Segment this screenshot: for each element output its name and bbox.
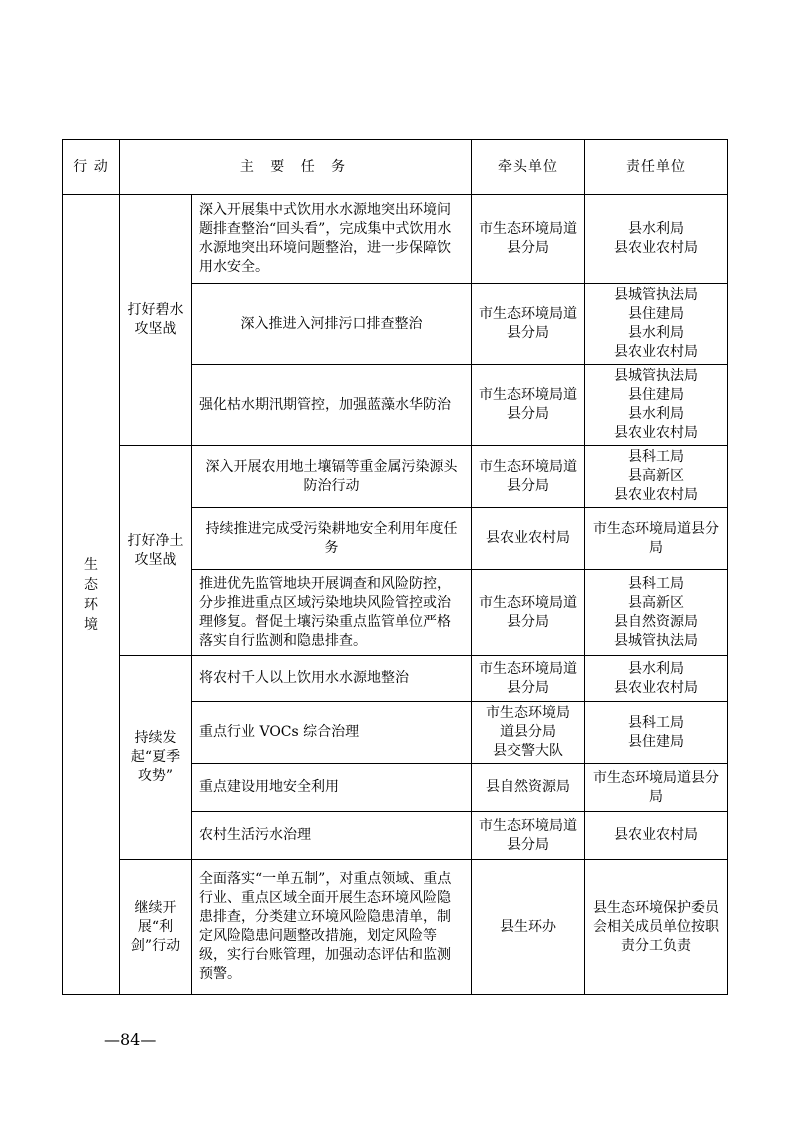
domain-label: 生态环境 — [84, 556, 98, 633]
resp-cell: 县科工局 县高新区 县自然资源局 县城管执法局 — [585, 570, 728, 656]
task-cell: 重点建设用地安全利用 — [192, 764, 472, 812]
resp-cell: 县科工局 县住建局 — [585, 702, 728, 764]
task-cell: 将农村千人以上饮用水水源地整治 — [192, 656, 472, 702]
task-cell: 深入开展集中式饮用水水源地突出环境问题排查整治“回头看”，完成集中式饮用水水源地突出环境问题整治，进一步保障饮用水安全。 — [192, 195, 472, 284]
table-row — [63, 195, 728, 284]
resp-cell: 县水利局 县农业农村局 — [585, 656, 728, 702]
group-name: 打好净土攻坚战 — [120, 446, 192, 656]
task-cell: 深入推进入河排污口排查整治 — [192, 284, 472, 365]
table-header-row — [63, 140, 728, 195]
lead-cell: 市生态环境局道县分局 — [472, 446, 585, 508]
table-row — [63, 446, 728, 508]
group-name: 打好碧水攻坚战 — [120, 195, 192, 446]
task-table — [62, 139, 728, 995]
lead-cell: 县自然资源局 — [472, 764, 585, 812]
resp-cell: 县生态环境保护委员会相关成员单位按职责分工负责 — [585, 860, 728, 995]
lead-cell: 市生态环境局道县分局 — [472, 284, 585, 365]
task-cell: 深入开展农用地土壤镉等重金属污染源头防治行动 — [192, 446, 472, 508]
page-number: —84— — [104, 1030, 157, 1049]
header-responsible-unit: 责任单位 — [585, 140, 728, 195]
lead-cell: 市生态环境局 道县分局 县交警大队 — [472, 702, 585, 764]
lead-cell: 市生态环境局道县分局 — [472, 570, 585, 656]
resp-cell: 县水利局 县农业农村局 — [585, 195, 728, 284]
lead-cell: 市生态环境局道县分局 — [472, 656, 585, 702]
task-cell: 重点行业 VOCs 综合治理 — [192, 702, 472, 764]
group-name: 继续开展“利剑”行动 — [120, 860, 192, 995]
lead-cell: 县生环办 — [472, 860, 585, 995]
task-cell: 农村生活污水治理 — [192, 812, 472, 860]
domain-cell — [63, 195, 120, 995]
lead-cell: 市生态环境局道县分局 — [472, 195, 585, 284]
table-row — [63, 656, 728, 702]
task-cell: 强化枯水期汛期管控，加强蓝藻水华防治 — [192, 365, 472, 446]
table-row — [63, 860, 728, 995]
resp-cell: 市生态环境局道县分局 — [585, 764, 728, 812]
group-name: 持续发起“夏季攻势” — [120, 656, 192, 860]
resp-cell: 市生态环境局道县分局 — [585, 508, 728, 570]
lead-cell: 市生态环境局道县分局 — [472, 812, 585, 860]
lead-cell: 市生态环境局道县分局 — [472, 365, 585, 446]
lead-cell: 县农业农村局 — [472, 508, 585, 570]
header-action: 行 动 — [63, 140, 120, 195]
task-cell: 全面落实“一单五制”，对重点领域、重点行业、重点区域全面开展生态环境风险隐患排查，分类建立环境风险隐患清单，制定风险隐患问题整改措施，划定风险等级，实行台账管理，加强动态评估和监测预警。 — [192, 860, 472, 995]
resp-cell: 县城管执法局 县住建局 县水利局 县农业农村局 — [585, 365, 728, 446]
resp-cell: 县城管执法局 县住建局 县水利局 县农业农村局 — [585, 284, 728, 365]
resp-cell: 县农业农村局 — [585, 812, 728, 860]
header-main-task: 主 要 任 务 — [120, 140, 472, 195]
header-lead-unit: 牵头单位 — [472, 140, 585, 195]
task-cell: 推进优先监管地块开展调查和风险防控，分步推进重点区域污染地块风险管控或治理修复。督促土壤污染重点监管单位严格落实自行监测和隐患排查。 — [192, 570, 472, 656]
task-cell: 持续推进完成受污染耕地安全利用年度任务 — [192, 508, 472, 570]
resp-cell: 县科工局 县高新区 县农业农村局 — [585, 446, 728, 508]
